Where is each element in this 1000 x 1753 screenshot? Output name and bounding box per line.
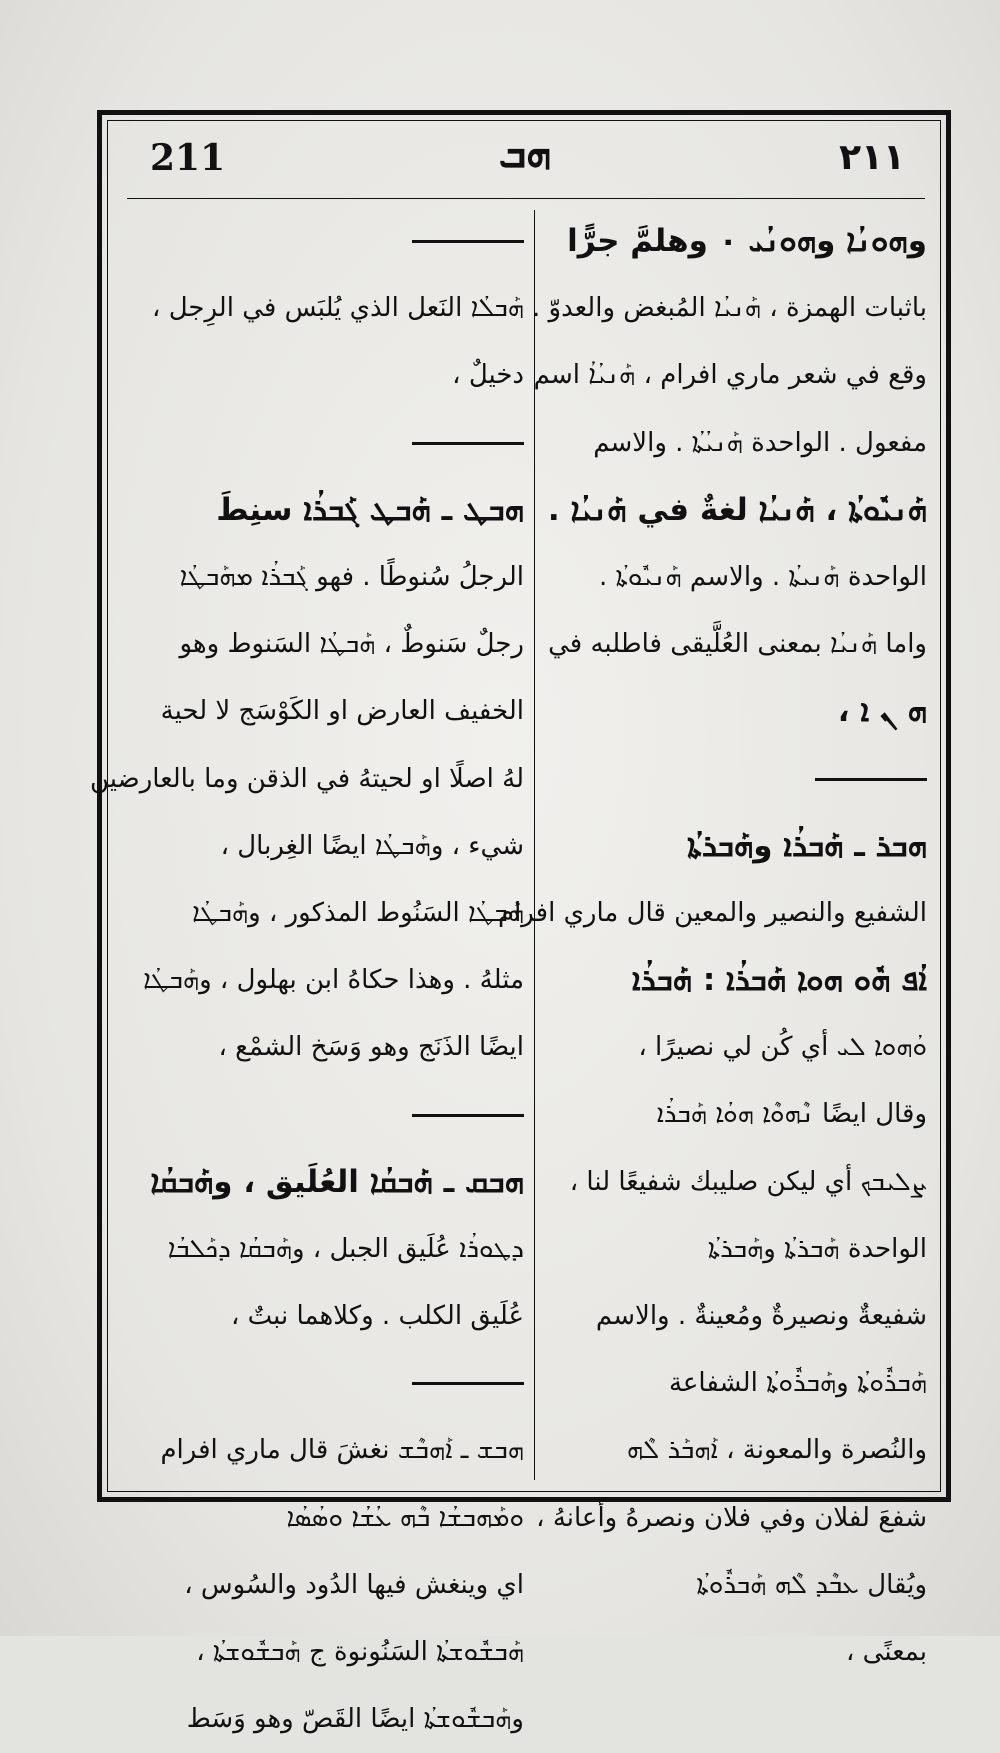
text-line: ܗܰܒܫܽܘܫܬܳܐ السَنُونوة ج ܗܰܒܫܽܘܫܬܳܐ ،: [196, 1636, 524, 1667]
separator-rule: [412, 1114, 524, 1117]
text-line: ܗܰܒܪܽܘܬܳܐ وܗܰܒܪܽܘܬܳܐ الشفاعة: [668, 1368, 927, 1399]
text-line: الشفيع والنصير والمعين قال ماري افرام: [497, 897, 927, 928]
text-line: وܗܰܒܫܽܘܫܬܳܐ ايضًا القَصّ وهو وَسَط: [186, 1704, 524, 1735]
text-line: دخيلٌ ،: [452, 360, 524, 391]
text-line: ويُقال ܥܒܶܕ ܠܶܗ ܗܰܒܪܽܘܬܳܐ: [696, 1569, 927, 1600]
text-line: الواحدة ܗܰܒܪܬܳܐ وܗܰܒܪܬܳܐ: [707, 1233, 927, 1264]
text-line: شفيعةٌ ونصيرةٌ ومُعينةٌ . والاسم: [595, 1301, 927, 1331]
text-line: شيء ، وܗܰܒܛܳܐ ايضًا الغِربال ،: [220, 830, 524, 861]
text-line: وܗܘܢܳܐ وܗܘܢܳܝ ٠ وهلمَّ جرًّا: [567, 223, 927, 259]
separator-rule: [815, 778, 927, 781]
text-line: وقع في شعر ماري افرام ، ܗܰܢܝܳܐܳ اسم: [533, 360, 927, 391]
text-line: ܗܒܩ ـ ܗܰܒܩܳܐ العُلَيق ، وܗܰܒܩܳܐ: [150, 1163, 524, 1200]
text-line: ܗܰܒܠܳܐ النَعل الذي يُلبَس في الرِجل ،: [152, 293, 524, 324]
text-line: بمعنًى ،: [846, 1636, 927, 1667]
text-line: واما ܗܰܢܝܳܐ بمعنى العُلَّيقى فاطلبه في: [548, 629, 927, 660]
entry-separator: [542, 746, 927, 813]
entry-separator: [128, 410, 524, 477]
text-line: وقال ايضًا ܢܶܗܘܶܐ ܗܘܳܐ ܗܰܒܪܳܐ: [656, 1099, 927, 1130]
entry-separator: [128, 1350, 524, 1417]
entry-separator: [128, 1081, 524, 1148]
text-line: ܗܒܛ ـ ܗܰܒܛ ܓܰܒܪܳܐ سنِطَ: [216, 491, 524, 528]
left-column: [90, 208, 524, 1753]
text-line: رجلٌ سَنوطٌ ، ܗܰܒܛܳܐ السَنوط وهو: [179, 629, 524, 660]
separator-rule: [412, 240, 524, 243]
text-line: الواحدة ܗܰܢܝܬܳܐ . والاسم ܗܰܢܝܽܘܬܳܐ .: [598, 561, 927, 592]
text-line: ܗܒܪ ـ ܗܰܒܪܳܐ وܗܰܒܪܬܳܐ: [687, 827, 927, 864]
text-line: ܕܛܘܪܳܐ عُلَيق الجبل ، وܗܰܒܩܳܐ ܕܟܰܠܒܳܐ: [167, 1233, 524, 1264]
page-number-latin: 211: [150, 137, 226, 179]
text-line: ܗܰܢܝܽܘܬܳܐ ، ܗܰܢܝܳܐ لغةٌ في ܗܰܢܝܳܐ .: [547, 491, 927, 528]
text-line: ܐܳܦ ܗܽܘ ܗܘܐ ܗܰܒܪܳܐ : ܗܰܒܪܳܐ: [631, 962, 927, 999]
page-number-arabic: ٢١١: [839, 137, 905, 178]
text-line: والنُصرة والمعونة ، ܐܰܗܒܰܪ ܠܶܗ: [626, 1435, 927, 1466]
header-rule: [127, 198, 925, 199]
text-line: ايضًا الذَنَج وهو وَسَخ الشمْع ،: [218, 1032, 524, 1063]
text-line: ܗܒܫ ـ ܐܰܗܒܶܫ نغشَ قال ماري افرام: [160, 1435, 524, 1466]
running-head: ܗܒ: [498, 131, 552, 177]
text-line: ܨܠܝܒܟ أي ليكن صليبك شفيعًا لنا ،: [569, 1166, 927, 1197]
text-line: الرجلُ سُنوطًا . فهو ܓܰܒܪܳܐ ܡܗܰܒܛܳܐ: [179, 561, 524, 592]
separator-rule: [412, 1382, 524, 1385]
text-line: مفعول . الواحدة ܗܰܢܝܳܬܳܐ . والاسم: [593, 427, 927, 458]
text-line: ܘܳܗܘܐ ܠܝ أي كُن لي نصيرًا ،: [638, 1032, 927, 1063]
text-line: مثلهُ . وهذا حكاهُ ابن بهلول ، وܗܰܒܛܳܐ: [143, 965, 524, 996]
right-column: [497, 208, 927, 1686]
text-line: اي وينغش فيها الدُود والسُوس ،: [184, 1569, 524, 1600]
text-line: عُلَيق الكلب . وكلاهما نبتٌ ،: [231, 1301, 524, 1331]
text-line: ܗ ܢ ܐ ،: [837, 693, 927, 730]
separator-rule: [412, 442, 524, 445]
text-line: الخفيف العارض او الكَوْسَج لا لحية: [160, 696, 524, 727]
text-line: ܘܡܰܗܒܫܳܐ ܒܶܗ ܥܳܫܳܐ ܘܣܳܣܳܐ: [286, 1502, 524, 1533]
text-line: لهُ اصلًا او لحيتهُ في الذقن وما بالعارضين: [90, 763, 524, 794]
text-line: ܗܰܒܛܳܐ السَنُوط المذكور ، وܗܰܒܛܳܐ: [192, 897, 524, 928]
text-line: شفعَ لفلان وفي فلان ونصرهُ وأعانهُ ،: [536, 1502, 927, 1533]
entry-separator: [128, 208, 524, 275]
text-line: باثبات الهمزة ، ܗܰܢܝܳܐ المُبغض والعدوّ .: [532, 293, 927, 324]
